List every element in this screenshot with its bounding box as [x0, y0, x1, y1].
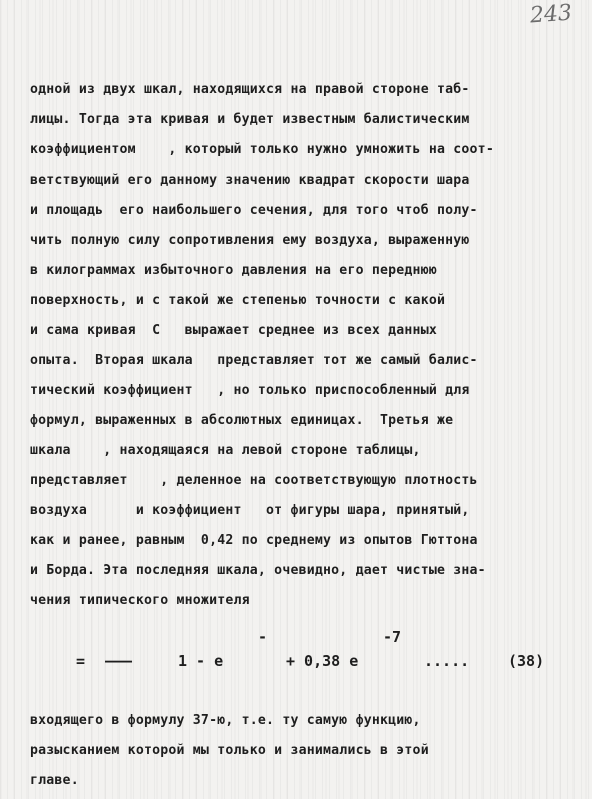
formula-superscript-exponent: -7: [383, 628, 402, 646]
body-line: входящего в формулу 37-ю, т.е. ту самую функцию,: [30, 713, 421, 728]
body-line: формул, выраженных в абсолютных единицах. Третья же: [30, 413, 454, 428]
body-line: одной из двух шкал, находящихся на правой стороне таб-: [30, 82, 470, 97]
body-line: представляет , деленное на соответствующую плотность: [30, 473, 478, 488]
body-line: главе.: [30, 773, 79, 788]
body-line: поверхность, и с такой же степенью точности с какой: [30, 293, 446, 308]
body-line: лицы. Тогда эта кривая и будет известным балистическим: [30, 112, 470, 127]
body-line: в килограммах избыточного давления на его переднюю: [30, 263, 437, 278]
body-line: тический коэффициент , но только приспособленный для: [30, 383, 470, 398]
body-line: чить полную силу сопротивления ему воздуха, выраженную: [30, 233, 470, 248]
body-line: и Борда. Эта последняя шкала, очевидно, дает чистые зна-: [30, 563, 486, 578]
body-line: коэффициентом , который только нужно умножить на соот-: [30, 142, 494, 157]
body-line: разысканием которой мы только и занимались в этой: [30, 743, 429, 758]
body-line: как и ранее, равным 0,42 по среднему из опытов Гюттона: [30, 533, 478, 548]
formula-equals: =: [76, 652, 86, 670]
formula-fraction-bar: ———: [105, 652, 133, 670]
formula-plus-term: + 0,38 e: [286, 652, 359, 670]
page-number: 243: [529, 0, 573, 29]
formula-term-one: 1 - e: [178, 652, 224, 670]
formula-superscript-dash: -: [258, 628, 268, 646]
formula-dots: .....: [424, 652, 470, 670]
formula-label: (38): [508, 652, 545, 670]
body-line: и площадь его наибольшего сечения, для того чтоб полу-: [30, 203, 478, 218]
body-line: воздуха и коэффициент от фигуры шара, принятый,: [30, 503, 470, 518]
body-line: и сама кривая C выражает среднее из всех данных: [30, 323, 437, 338]
body-line: опыта. Вторая шкала представляет тот же самый балис-: [30, 353, 478, 368]
body-line: чения типического множителя: [30, 593, 250, 608]
body-line: шкала , находящаяся на левой стороне таблицы,: [30, 443, 421, 458]
body-line: ветствующий его данному значению квадрат скорости шара: [30, 173, 470, 188]
